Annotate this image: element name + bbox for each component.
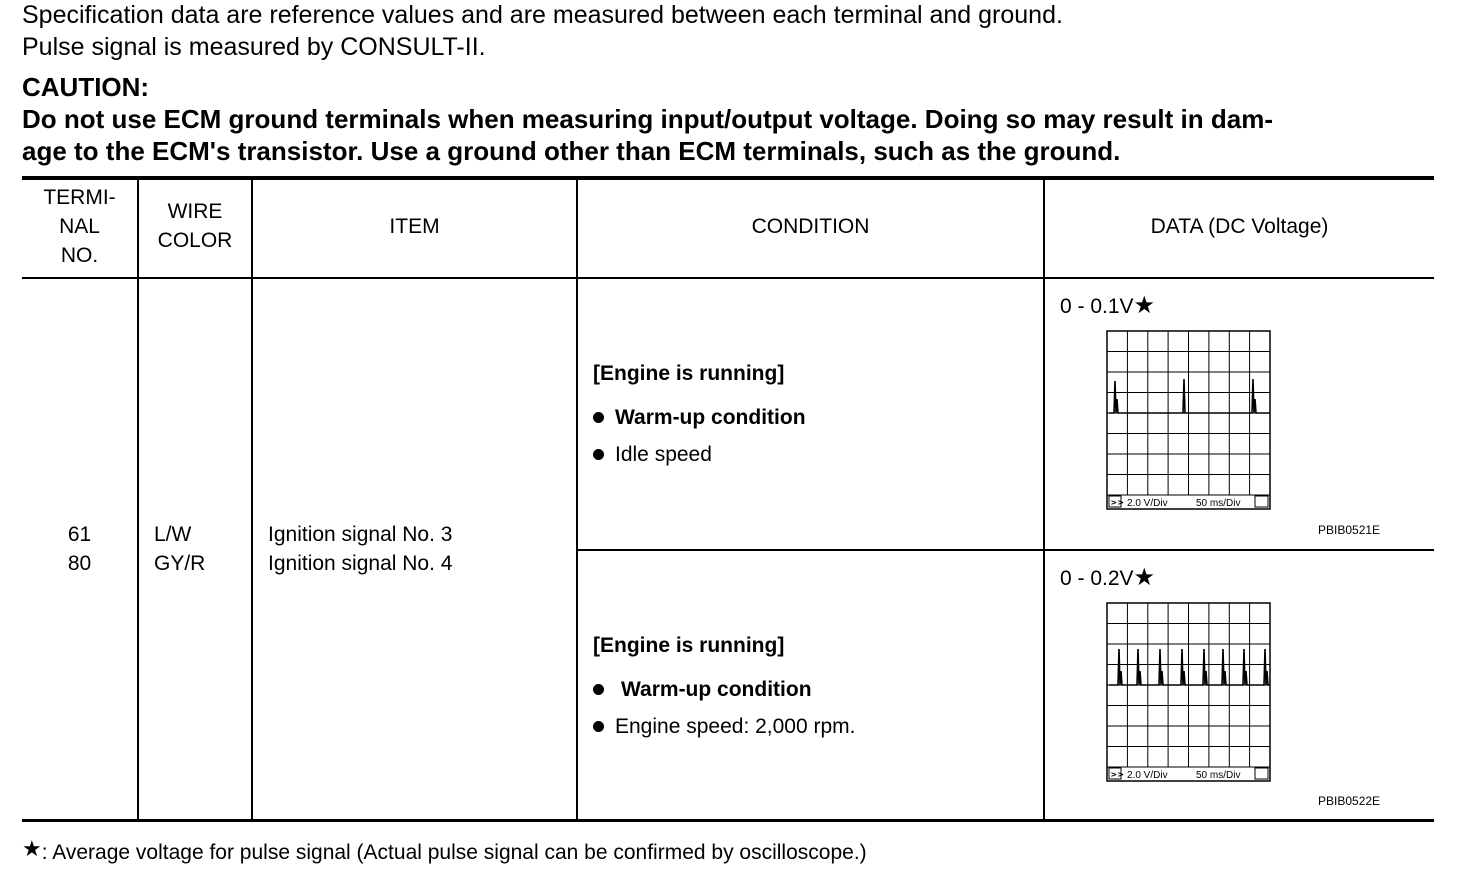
header-rule [22,277,1434,279]
scope-marker: >> [1110,770,1124,779]
header-wire-line-1: WIRE [167,200,223,223]
header-terminal-no [22,183,137,270]
terminal-61: 61 [67,523,92,546]
voltage-row-2 [1060,563,1155,592]
table-top-rule [22,176,1434,180]
condition-bullet [593,399,806,436]
scope-time-div: 50 ms/Div [1196,770,1241,781]
col-divider-4 [1043,180,1045,820]
oscilloscope-waveform-2 [1105,601,1275,786]
star-icon: ★ [1133,292,1156,319]
terminal-numbers [22,520,137,578]
scope-time-div: 50 ms/Div [1196,498,1241,509]
col-divider-1 [137,180,139,820]
header-condition: CONDITION [751,215,870,238]
bullet-icon [593,412,604,423]
condition-title: [Engine is running] [593,362,785,385]
voltage-value: 0 - 0.1V [1060,295,1134,318]
row-divider [577,549,1434,551]
scope-marker: >> [1110,498,1124,507]
image-code-2: PBIB0522E [1318,794,1381,808]
scope-corner-box [1255,496,1268,507]
bullet-icon [593,684,604,695]
intro-line-2: Pulse signal is measured by CONSULT-II. [22,33,486,61]
scope-volt-div: 2.0 V/Div [1127,498,1168,509]
condition-bullet-text: Engine speed: 2,000 rpm. [615,714,856,738]
terminal-80: 80 [67,552,92,575]
scope-corner-box [1255,768,1268,779]
item-ignition-3: Ignition signal No. 3 [268,523,453,546]
scope-volt-div: 2.0 V/Div [1127,770,1168,781]
condition-bullet-text: Idle speed [615,442,712,466]
caution-line-2: age to the ECM's transistor. Use a ground other than ECM terminals, such as the ground. [22,136,1121,166]
star-icon: ★ [22,836,42,861]
header-terminal-line-2: NAL [59,215,100,238]
header-data: DATA (DC Voltage) [1150,215,1329,238]
table-bottom-rule [22,819,1434,822]
caution-title: CAUTION: [22,72,150,102]
bullet-icon [593,449,604,460]
condition-row-1 [593,362,806,473]
bullet-icon [593,721,604,732]
star-icon: ★ [1133,564,1156,591]
header-terminal-line-3: NO. [60,244,99,267]
wire-colors [154,520,205,578]
condition-bullet [593,436,806,473]
intro-line-1: Specification data are reference values and are measured between each terminal and ground. [22,1,1063,29]
col-divider-2 [251,180,253,820]
voltage-row-1 [1060,291,1155,320]
col-divider-3 [576,180,578,820]
header-wire-color [139,197,251,255]
caution-line-1: Do not use ECM ground terminals when measuring input/output voltage. Doing so may result in dam- [22,104,1273,134]
condition-bullet-text: Warm-up condition [621,677,812,701]
item-ignition-4: Ignition signal No. 4 [268,552,453,575]
header-terminal-line-1: TERMI- [43,186,116,209]
condition-row-2 [593,634,856,745]
condition-bullet [593,671,856,708]
header-wire-line-2: COLOR [157,229,233,252]
condition-bullet-text: Warm-up condition [615,405,806,429]
footnote-text: : Average voltage for pulse signal (Actual pulse signal can be confirmed by oscilloscope.) [41,841,867,864]
voltage-value: 0 - 0.2V [1060,567,1134,590]
condition-bullet [593,708,856,745]
footnote [22,836,867,865]
header-item: ITEM [389,215,440,238]
item-names [268,520,452,578]
oscilloscope-waveform-1 [1105,329,1275,514]
image-code-1: PBIB0521E [1318,523,1381,537]
wire-color-gyr: GY/R [154,552,206,575]
condition-title: [Engine is running] [593,634,785,657]
wire-color-lw: L/W [154,523,192,546]
